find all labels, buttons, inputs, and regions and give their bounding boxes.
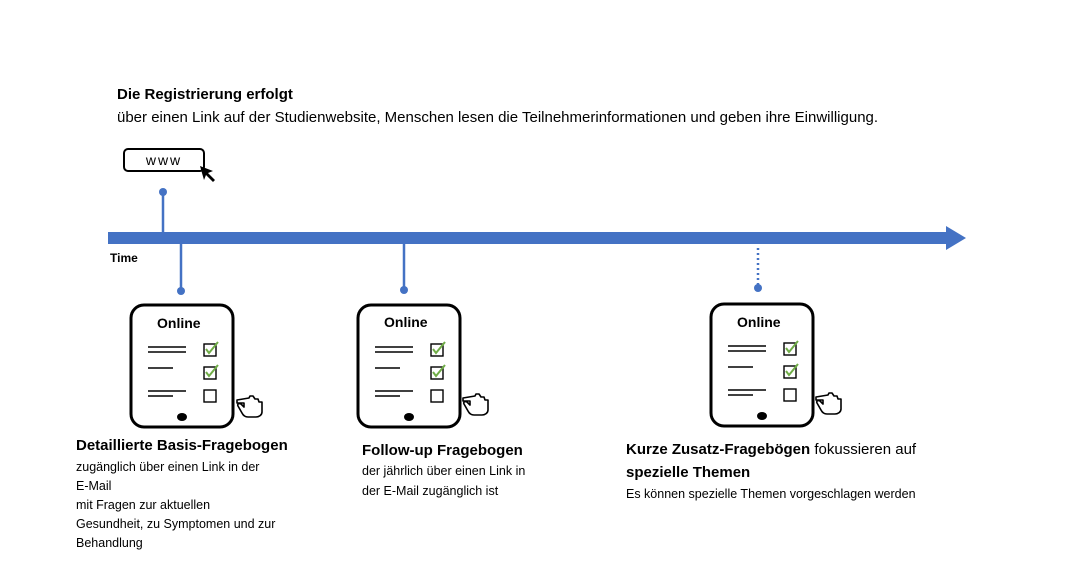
stage-connector-3: [754, 248, 762, 292]
device-label-2: Online: [384, 314, 428, 330]
pointing-hand-icon-1: [237, 396, 262, 417]
device-label-1: Online: [157, 315, 201, 331]
stage-3-title: Kurze Zusatz-Fragebögen: [626, 441, 811, 458]
stage-1-line: Gesundheit, zu Symptomen und zur: [76, 517, 276, 531]
stage-1-line: zugänglich über einen Link in der: [76, 460, 260, 474]
pointing-hand-icon-2: [463, 394, 488, 415]
stage-3-title-suffix: fokussieren auf: [810, 441, 917, 458]
device-label-3: Online: [737, 314, 781, 330]
timeline-arrow: [108, 226, 966, 250]
stage-3-title-line2: spezielle Themen: [626, 464, 751, 481]
registration-title: Die Registrierung erfolgt: [117, 86, 293, 103]
registration-description: über einen Link auf der Studienwebsite, Menschen lesen die Teilnehmerinformationen und geben ihre Einwilligung.: [117, 109, 879, 126]
stage-2-title: Follow-up Fragebogen: [362, 442, 523, 459]
stage-3-line: Es können spezielle Themen vorgeschlagen werden: [626, 487, 916, 501]
stage-connector-1: [177, 243, 185, 295]
stage-1-title: Detaillierte Basis-Fragebogen: [76, 437, 288, 454]
timeline-label: Time: [110, 251, 138, 265]
stage-connector-2: [400, 243, 408, 294]
stage-2-line: der E-Mail zugänglich ist: [362, 484, 499, 498]
registration-connector: [159, 188, 167, 234]
stage-1-line: Behandlung: [76, 536, 143, 550]
stage-1-line: E-Mail: [76, 479, 112, 493]
stage-3-title-row: [626, 441, 916, 459]
stage-1-line: mit Fragen zur aktuellen: [76, 498, 211, 512]
stage-2-line: der jährlich über einen Link in: [362, 464, 526, 478]
www-badge: www: [123, 148, 205, 172]
pointing-hand-icon-3: [816, 393, 841, 414]
